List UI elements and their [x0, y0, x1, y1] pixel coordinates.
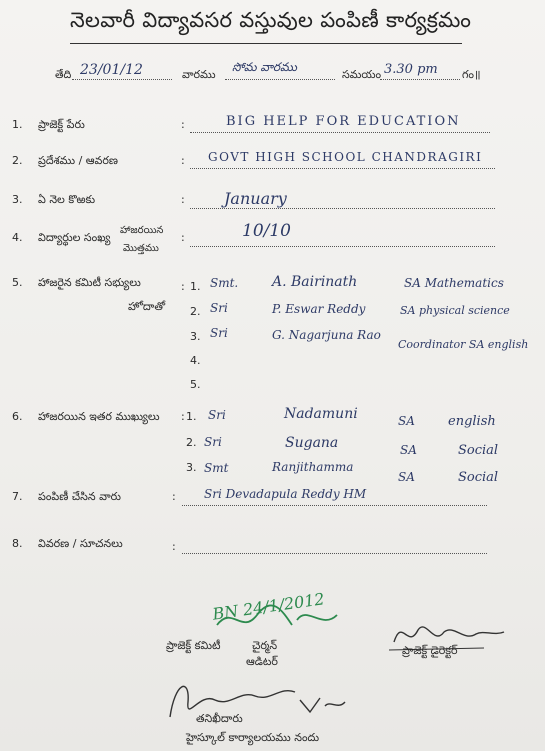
field-value-project: BIG HELP FOR EDUCATION [226, 114, 461, 129]
list-number: 2. [190, 305, 201, 318]
date-line [72, 79, 172, 80]
date-value: 23/01/12 [80, 62, 143, 78]
field-label-designation: హోదాతో [128, 300, 166, 313]
committee-role: Coordinator SA english [398, 338, 529, 351]
field-value-location: GOVT HIGH SCHOOL CHANDRAGIRI [208, 150, 483, 164]
field-line [182, 505, 487, 506]
committee-prefix: Smt. [210, 276, 239, 290]
field-number: 8. [12, 537, 23, 550]
field-number: 7. [12, 490, 23, 503]
treasurer-label: తనిఖీదారు [196, 712, 243, 725]
field-line [190, 208, 495, 209]
field-line [182, 553, 487, 554]
chairman-signature [212, 595, 362, 645]
field-label-remarks: వివరణ / సూచనలు [38, 537, 123, 550]
colon: : [172, 540, 176, 553]
other-name: Sugana [285, 435, 339, 451]
field-value-students: 10/10 [242, 221, 291, 241]
field-label-location: ప్రదేశము / ఆవరణ [38, 154, 118, 167]
other-prefix: Sri [204, 435, 222, 449]
field-label-others: హాజరయిన ఇతర ముఖ్యులు [38, 410, 160, 423]
field-label-month: ఏ నెల కొఱకు [38, 193, 96, 206]
field-label-present: హాజరయిన [120, 225, 164, 236]
colon: : [181, 280, 185, 293]
date-label: తేది [55, 68, 72, 81]
colon: : [181, 118, 185, 131]
list-number: 1. [190, 280, 201, 293]
director-label: ప్రాజెక్ట్ డైరెక్టర్ [402, 644, 458, 657]
list-number: 2. [186, 436, 197, 449]
other-subject: Social [458, 470, 499, 485]
committee-label: ప్రాజెక్ట్ కమిటీ [166, 639, 221, 652]
field-label-distributor: పంపిణీ చేసిన వారు [38, 490, 121, 503]
field-number: 6. [12, 410, 23, 423]
day-line [225, 79, 335, 80]
colon: : [181, 193, 185, 206]
field-line [190, 168, 495, 169]
treasurer-signature [160, 672, 350, 732]
field-label-total: మొత్తము [123, 243, 159, 254]
committee-name: P. Eswar Reddy [272, 302, 366, 316]
committee-role: SA Mathematics [404, 276, 504, 290]
list-number: 3. [190, 330, 201, 343]
chairman-signature-date: BN 24/1/2012 [211, 589, 326, 624]
colon: : [172, 490, 176, 503]
field-value-month: January [224, 189, 287, 208]
chairman-label: చైర్మన్ [252, 639, 278, 652]
time-value: 3.30 pm [384, 62, 438, 77]
other-subject: english [448, 414, 496, 429]
other-subject: Social [458, 443, 499, 458]
committee-name: A. Bairinath [272, 274, 358, 290]
other-role: SA [398, 470, 415, 484]
colon: : [181, 410, 185, 423]
field-line [190, 132, 490, 133]
time-label: సమయం [342, 68, 382, 81]
field-number: 2. [12, 154, 23, 167]
day-label: వారము [182, 68, 216, 81]
field-label-project: ప్రాజెక్ట్ పేరు [38, 118, 85, 131]
other-name: Ranjithamma [272, 460, 354, 474]
day-value: సోమ వారము [232, 60, 297, 74]
other-role: SA [400, 443, 417, 457]
other-prefix: Sri [208, 408, 226, 422]
committee-name: G. Nagarjuna Rao [272, 328, 381, 342]
list-number: 5. [190, 378, 201, 391]
form-title: నెలవారీ విద్యావసర వస్తువుల పంపిణీ కార్యక్రమం [70, 8, 472, 32]
field-number: 1. [12, 118, 23, 131]
auditor-label: ఆడిటర్ [246, 655, 278, 668]
list-number: 4. [190, 354, 201, 367]
field-label-committee: హాజరైన కమిటీ సభ్యులు [38, 276, 141, 289]
office-label: హైస్కూల్ కార్యాలయము నందు [186, 731, 320, 744]
field-number: 3. [12, 193, 23, 206]
list-number: 3. [186, 461, 197, 474]
field-line [190, 246, 495, 247]
committee-prefix: Sri [210, 326, 228, 340]
other-role: SA [398, 414, 415, 428]
field-number: 5. [12, 276, 23, 289]
colon: : [181, 231, 185, 244]
field-value-distributor: Sri Devadapula Reddy HM [204, 487, 367, 501]
time-suffix: గం॥ [462, 68, 481, 81]
field-label-students: విద్యార్థుల సంఖ్య [38, 231, 111, 244]
other-prefix: Smt [204, 461, 229, 475]
title-underline [70, 43, 462, 44]
committee-prefix: Sri [210, 301, 228, 315]
field-number: 4. [12, 231, 23, 244]
time-line [380, 79, 460, 80]
list-number: 1. [186, 410, 197, 423]
other-name: Nadamuni [284, 406, 358, 422]
colon: : [181, 154, 185, 167]
committee-role: SA physical science [400, 304, 510, 317]
